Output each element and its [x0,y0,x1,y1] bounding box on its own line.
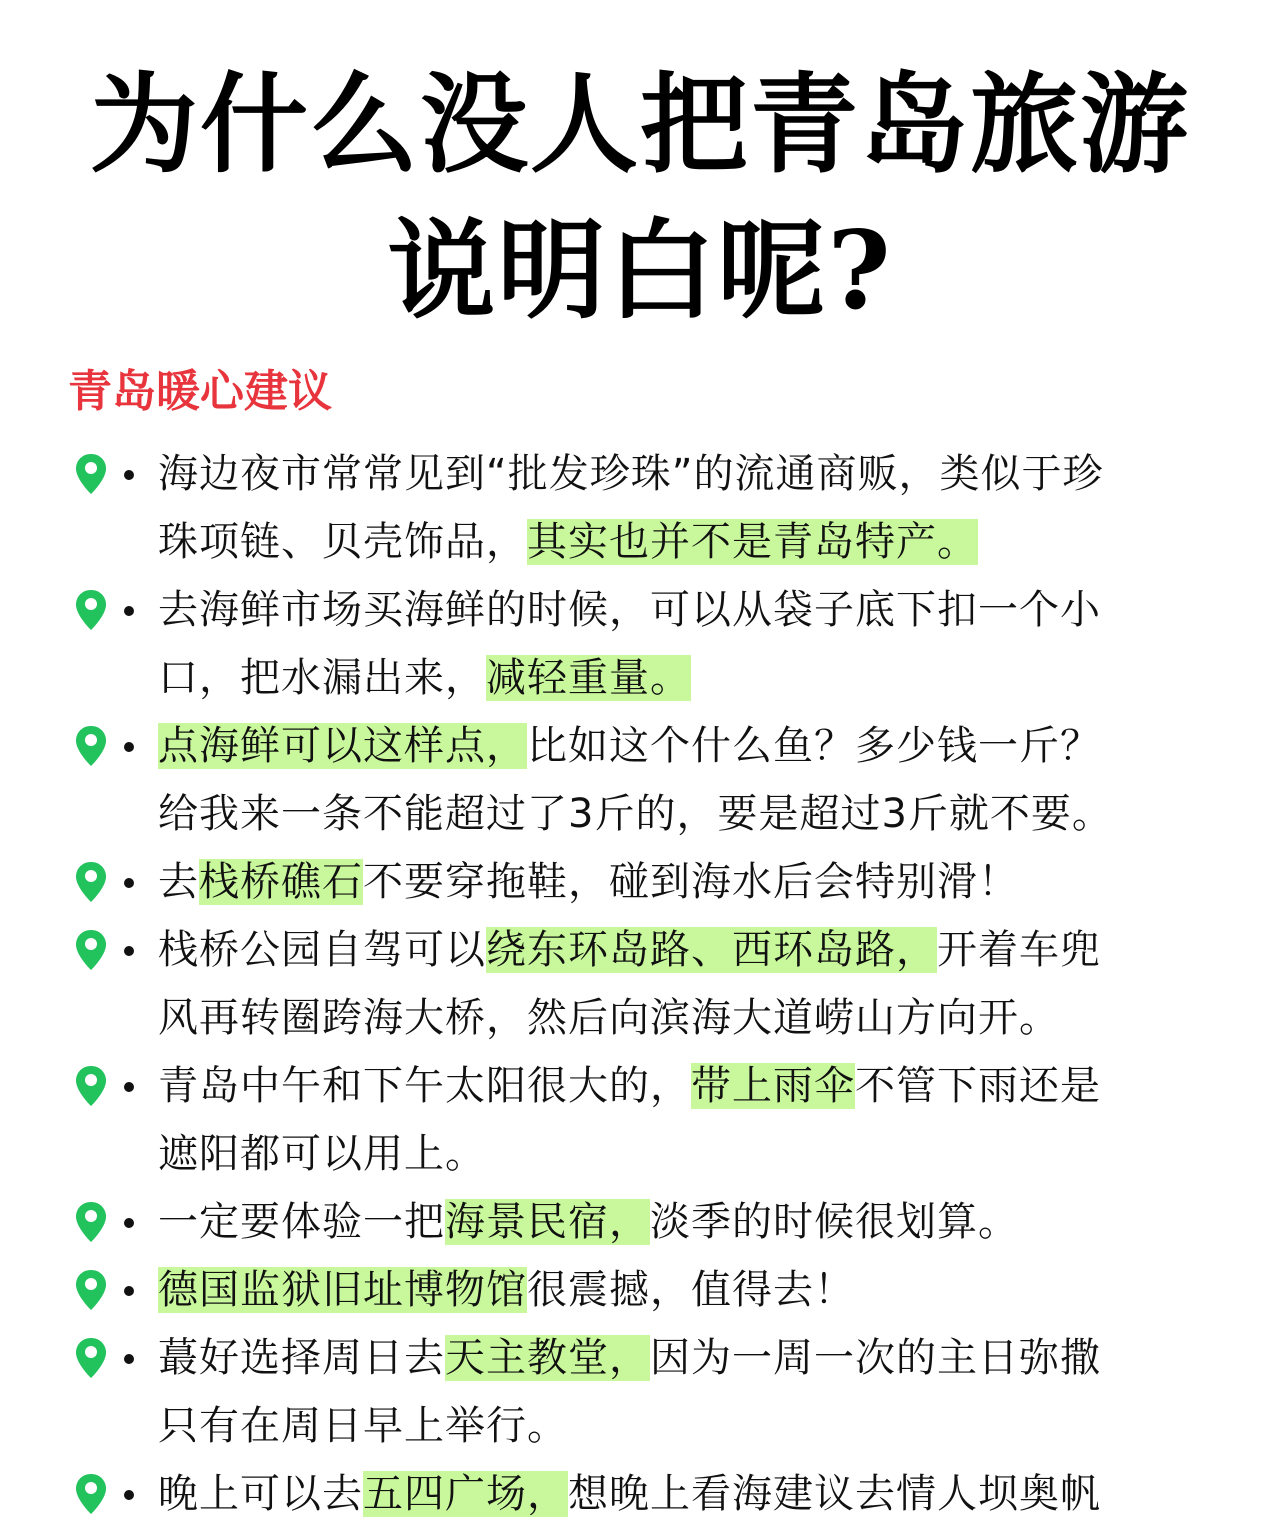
highlighted-text: 绕东环岛路、西环岛路， [486,927,937,973]
tip-text-segment: 去海鲜市场买海鲜的时候，可以从袋子底下扣一个小 [158,587,1101,633]
tip-text-segment: 比如这个什么鱼？多少钱一斤？ [527,723,1101,769]
highlighted-text: 天主教堂， [445,1335,650,1381]
tip-text-segment: 口，把水漏出来， [158,655,486,701]
highlighted-text: 减轻重量。 [486,655,691,701]
tip-text-segment: 因为一周一次的主日弥撒 [650,1335,1101,1381]
section-heading: 青岛暖心建议 [68,366,332,417]
list-item [0,1188,1280,1256]
tip-line [158,1392,1218,1460]
tip-line [158,1460,1218,1528]
tip-text-segment: 很震撼，值得去！ [527,1267,855,1313]
tip-text-segment: 开着车兜 [937,927,1101,973]
highlighted-text: 点海鲜可以这样点， [158,723,527,769]
bullet-dot [124,1082,134,1092]
tip-line [158,440,1218,508]
tip-text [158,1188,1218,1256]
highlighted-text: 栈桥礁石 [199,859,363,905]
tip-text-segment: 给我来一条不能超过了3斤的，要是超过3斤就不要。 [158,791,1113,837]
bullet-dot [124,1354,134,1364]
map-pin-icon [74,724,108,768]
map-pin-icon [74,1336,108,1380]
list-item [0,440,1280,576]
page-title-line-2: 说明白呢? [387,208,893,334]
tip-text [158,848,1218,916]
tip-text [158,1256,1218,1324]
bullet-dot [124,1218,134,1228]
list-item [0,712,1280,848]
bullet-dot [124,606,134,616]
tip-line [158,1324,1218,1392]
list-item [0,1052,1280,1188]
tip-text-segment: 一定要体验一把 [158,1199,445,1245]
tip-line [158,1256,1218,1324]
map-pin-icon [74,1472,108,1516]
tip-text [158,916,1218,1052]
tip-text [158,440,1218,576]
tip-text-segment: 只有在周日早上举行。 [158,1403,568,1449]
page-title-line-1: 为什么没人把青岛旅游 [89,62,1190,188]
tip-text-segment: 蕞好选择周日去 [158,1335,445,1381]
tip-text [158,576,1218,712]
list-item [0,576,1280,712]
tip-line [158,848,1218,916]
map-pin-icon [74,860,108,904]
tip-line [158,576,1218,644]
tip-text-segment: 遮阳都可以用上。 [158,1131,486,1177]
map-pin-icon [74,452,108,496]
tip-text [158,1324,1218,1460]
map-pin-icon [74,1268,108,1312]
tip-text [158,712,1218,848]
tip-text [158,1052,1218,1188]
highlighted-text: 海景民宿， [445,1199,650,1245]
tip-line [158,780,1218,848]
tip-line [158,984,1218,1052]
bullet-dot [124,742,134,752]
highlighted-text: 其实也并不是青岛特产。 [527,519,978,565]
highlighted-text: 带上雨伞 [691,1063,855,1109]
tip-text-segment: 不管下雨还是 [855,1063,1101,1109]
highlighted-text: 德国监狱旧址博物馆 [158,1267,527,1313]
tip-text-segment: 风再转圈跨海大桥，然后向滨海大道崂山方向开。 [158,995,1060,1041]
tip-text-segment: 去 [158,859,199,905]
bullet-dot [124,470,134,480]
list-item [0,1460,1280,1528]
tip-text [158,1460,1218,1528]
map-pin-icon [74,1064,108,1108]
map-pin-icon [74,928,108,972]
tip-text-segment: 海边夜市常常见到“批发珍珠”的流通商贩，类似于珍 [158,451,1104,497]
bullet-dot [124,1286,134,1296]
tip-line [158,1052,1218,1120]
tip-line [158,916,1218,984]
tip-line [158,1188,1218,1256]
list-item [0,848,1280,916]
tip-text-segment: 青岛中午和下午太阳很大的， [158,1063,691,1109]
tip-text-segment: 珠项链、贝壳饰品， [158,519,527,565]
tip-text-segment: 不要穿拖鞋，碰到海水后会特别滑！ [363,859,1019,905]
bullet-dot [124,946,134,956]
list-item [0,1256,1280,1324]
map-pin-icon [74,588,108,632]
tip-line [158,1120,1218,1188]
tip-text-segment: 晚上可以去 [158,1471,363,1517]
tip-text-segment: 栈桥公园自驾可以 [158,927,486,973]
tip-line [158,712,1218,780]
bullet-dot [124,1490,134,1500]
tip-line [158,644,1218,712]
list-item [0,916,1280,1052]
map-pin-icon [74,1200,108,1244]
bullet-dot [124,878,134,888]
highlighted-text: 五四广场， [363,1471,568,1517]
tip-text-segment: 淡季的时候很划算。 [650,1199,1019,1245]
tip-text-segment: 想晚上看海建议去情人坝奥帆 [568,1471,1101,1517]
tip-line [158,508,1218,576]
list-item [0,1324,1280,1460]
